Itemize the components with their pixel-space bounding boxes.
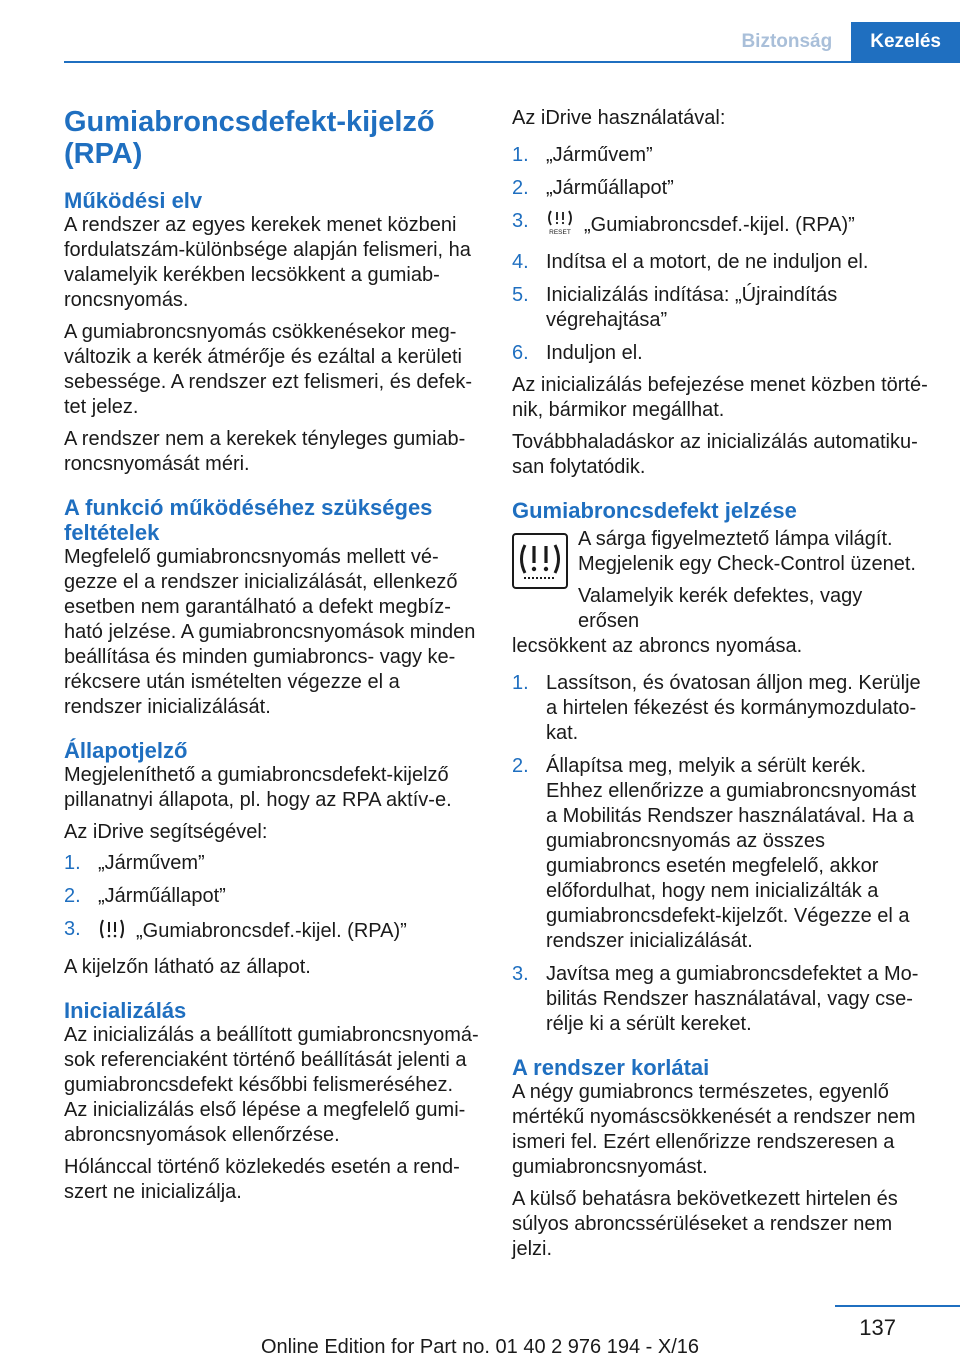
list-number: 5.: [512, 284, 529, 306]
tire-reset-icon: [546, 209, 574, 242]
paragraph: A sárga figyelmeztető lámpa világít. Megjelenik egy Check-Control üzenet.: [578, 528, 916, 575]
tab-kezeles[interactable]: Kezelés: [851, 22, 960, 62]
paragraph: Megjeleníthető a gumiabroncsdefekt-kijelző pillanatnyi állapota, pl. hogy az RPA aktív-e.: [64, 764, 452, 811]
footer-rule: [835, 1305, 960, 1307]
tire-warning-lamp-icon: [512, 533, 568, 589]
list-text: Javítsa meg a gumiabroncsdefektet a Mobilitás Rendszer használatával, vagy cserélje ki a sérült kereket.: [546, 963, 919, 1035]
list-number: 2.: [512, 177, 529, 199]
paragraph: A gumiabroncsnyomás csökkenésekor megváltozik a kerék átmérője és ezáltal a kerületi sebessége. A rendszer ezt felismeri, és defektet jelez.: [64, 321, 472, 418]
list-number: 1.: [512, 144, 529, 166]
paragraph: Valamelyik kerék defektes, vagy erősen: [578, 585, 863, 632]
list-item: [512, 962, 928, 1037]
heading-defekt-jelzese: Gumiabroncsdefekt jelzése: [512, 498, 797, 523]
warning-block: [512, 527, 928, 634]
list-item: [512, 283, 928, 333]
list-number: 1.: [64, 852, 81, 874]
paragraph: Az inicializálás befejezése menet közben történik, bármikor megállhat.: [512, 374, 928, 421]
header-tabs: [722, 22, 960, 62]
idrive-steps-list: [64, 851, 480, 948]
paragraph: A rendszer nem a kerekek tényleges gumiabroncsnyomását méri.: [64, 428, 466, 475]
list-item: [64, 884, 480, 909]
list-text: Inicializálás indítása: „Újraindítás végrehajtása”: [546, 284, 838, 331]
page-number: 137: [859, 1315, 896, 1340]
edition-footer: Online Edition for Part no. 01 40 2 976 194 - X/16: [260, 1336, 700, 1358]
list-number: 1.: [512, 672, 529, 694]
paragraph: A külső behatásra bekövetkezett hirtelen és súlyos abroncssérüléseket a rendszer nem jelzi.: [512, 1188, 898, 1260]
heading-mukodesi-elv: Működési elv: [64, 188, 203, 213]
list-number: 3.: [512, 963, 529, 985]
heading-feltetelek: A funkció működéséhez szükséges feltételek: [64, 495, 433, 545]
list-text: Lassítson, és óvatosan álljon meg. Kerülje a hirtelen fékezést és kormánymozdulatokat.: [546, 672, 921, 744]
list-number: 3.: [512, 210, 529, 232]
list-text: „Gumiabroncsdef.-kijel. (RPA)”: [136, 920, 407, 942]
paragraph: Megfelelő gumiabroncsnyomás mellett végezze el a rendszer inicializálását, ellenkező esetben nem garantálható a defekt megbízható jelzése. A gumiabroncsnyomások minden beállítása és minden gumiabroncs- vagy kerékcsere után ismételten végezze el a rendszer inicializálását.: [64, 546, 476, 718]
heading-allapotjelzo: Állapotjelző: [64, 738, 188, 763]
page-title: Gumiabroncsdefekt-kijelző (RPA): [64, 106, 435, 170]
list-text: „Gumiabroncsdef.-kijel. (RPA)”: [584, 214, 855, 236]
paragraph: A kijelzőn látható az állapot.: [64, 956, 311, 978]
list-item: [512, 341, 928, 366]
list-text: „Járművem”: [98, 852, 205, 874]
list-number: 6.: [512, 342, 529, 364]
list-item: [512, 754, 928, 954]
list-item: [512, 250, 928, 275]
paragraph: Hólánccal történő közlekedés esetén a rendszert ne inicializálja.: [64, 1156, 460, 1203]
list-number: 2.: [64, 885, 81, 907]
paragraph: A négy gumiabroncs természetes, egyenlő mértékű nyomáscsökkenését a rendszer nem ismeri fel. Ezért ellenőrizze rendszeresen a gumiabroncsnyomást.: [512, 1081, 916, 1178]
reset-icon-label: RESET: [549, 229, 571, 235]
list-text: Állapítsa meg, melyik a sérült kerék. Ehhez ellenőrizze a gumiabroncsnyomást a Mobilitás Rendszer használatával. Ha a gumiabroncsnyomás az összes gumiabroncs esetén megfelelő, akkor előfordulhat, hogy nem inicializálták a gumiabroncsdefekt-kijelzőt. Végezze el a rendszer inicializálását.: [546, 755, 917, 952]
list-item: [64, 851, 480, 876]
list-item: [64, 917, 480, 948]
paragraph: Az iDrive használatával:: [512, 107, 726, 129]
list-item: [512, 671, 928, 746]
list-number: 3.: [64, 918, 81, 940]
list-item: [512, 143, 928, 168]
list-number: 4.: [512, 251, 529, 273]
header-rule: [64, 61, 960, 63]
paragraph: Továbbhaladáskor az inicializálás automatikusan folytatódik.: [512, 431, 918, 478]
paragraph: Az iDrive segítségével:: [64, 821, 268, 843]
list-text: „Járműállapot”: [98, 885, 226, 907]
right-column: [512, 98, 928, 1262]
left-column: [64, 98, 480, 1205]
heading-korlatai: A rendszer korlátai: [512, 1055, 710, 1080]
list-item: [512, 176, 928, 201]
list-item: [512, 209, 928, 242]
initialization-steps-list: [512, 143, 928, 366]
paragraph: lecsökkent az abroncs nyomása.: [512, 635, 803, 657]
paragraph: Az inicializálás a beállított gumiabroncsnyomások referenciaként történő beállítását jelenti a gumiabroncsdefekt későbbi felismeréséhez. Az inicializálás első lépése a megfelelő gumiabroncsnyomások ellenőrzése.: [64, 1024, 479, 1146]
list-text: Induljon el.: [546, 342, 643, 364]
list-text: „Járműállapot”: [546, 177, 674, 199]
defect-steps-list: [512, 671, 928, 1037]
tire-pressure-icon: [98, 917, 126, 948]
paragraph: A rendszer az egyes kerekek menet közbeni fordulatszám-különbsége alapján felismeri, ha valamelyik kerékben lecsökkent a gumiabroncsnyomás.: [64, 214, 471, 311]
list-number: 2.: [512, 755, 529, 777]
heading-inicializalas: Inicializálás: [64, 998, 187, 1023]
list-text: Indítsa el a motort, de ne induljon el.: [546, 251, 869, 273]
tab-biztonsag[interactable]: Biztonság: [722, 22, 851, 62]
list-text: „Járművem”: [546, 144, 653, 166]
